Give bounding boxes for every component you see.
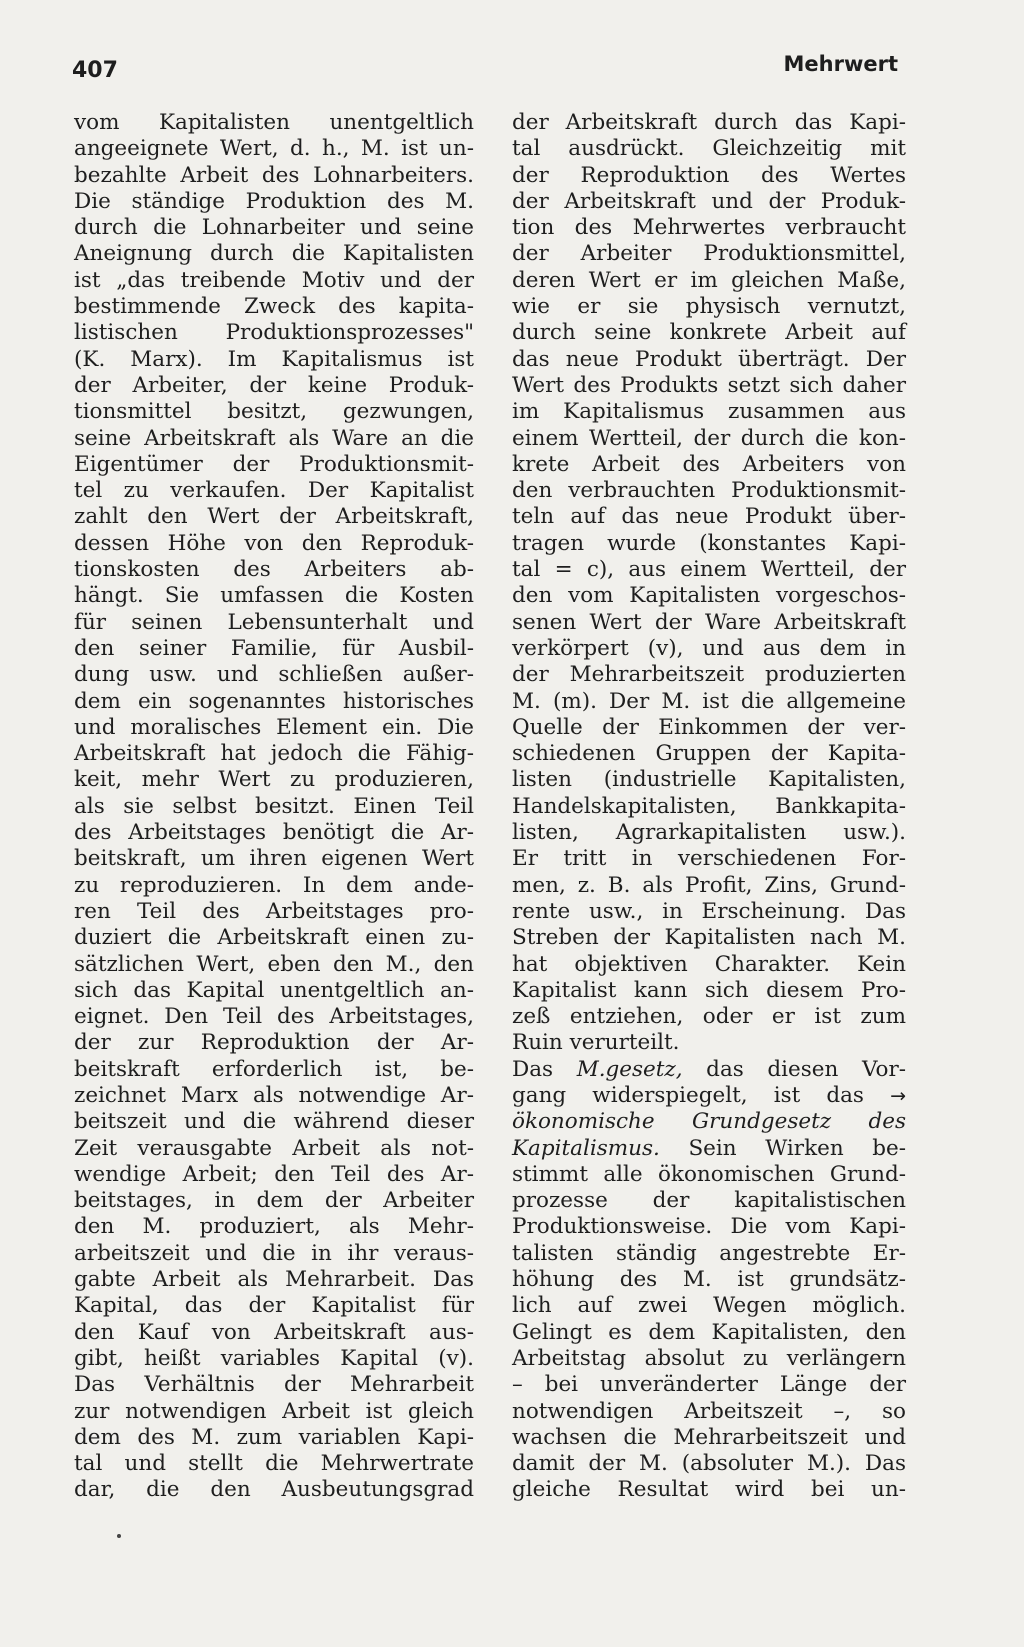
text-line: durch seine konkrete Arbeit auf: [512, 320, 906, 346]
text-line: für seinen Lebensunterhalt und: [74, 609, 474, 635]
text-line: beitszeit und die während dieser: [74, 1109, 474, 1135]
text-line: listen (industrielle Kapitalisten,: [512, 767, 906, 793]
text-line: beitskraft erforderlich ist, be-: [74, 1056, 474, 1082]
text-line: verkörpert (v), und aus dem in: [512, 635, 906, 661]
emphasis-mgesetz: M.gesetz,: [576, 1056, 683, 1082]
text-line: tionskosten des Arbeiters ab-: [74, 557, 474, 583]
text-line: einem Wertteil, der durch die kon-: [512, 425, 906, 451]
text-line: men, z. B. als Profit, Zins, Grund-: [512, 872, 906, 898]
text-line: stimmt alle ökonomischen Grund-: [512, 1161, 906, 1187]
text-line: sätzlichen Wert, eben den M., den: [74, 951, 474, 977]
text-line: bestimmende Zweck des kapita-: [74, 294, 474, 320]
text-line: M. (m). Der M. ist die allgemeine: [512, 688, 906, 714]
text-line: zur notwendigen Arbeit ist gleich: [74, 1398, 474, 1424]
text-line: Zeit verausgabte Arbeit als not-: [74, 1135, 474, 1161]
print-speck: [117, 1534, 121, 1538]
text-line: der zur Reproduktion der Ar-: [74, 1030, 474, 1056]
text-line: zahlt den Wert der Arbeitskraft,: [74, 504, 474, 530]
text-line: zeß entziehen, oder er ist zum: [512, 1004, 906, 1030]
text-line: arbeitszeit und die in ihr veraus-: [74, 1240, 474, 1266]
emphasis-kapitalismus: Kapitalismus.: [512, 1135, 660, 1161]
text-line: zu reproduzieren. In dem ande-: [74, 872, 474, 898]
page-number: 407: [72, 58, 118, 83]
text-line: tion des Mehrwertes verbraucht: [512, 215, 906, 241]
text-line: lich auf zwei Wegen möglich.: [512, 1293, 906, 1319]
text-line: listen, Agrarkapitalisten usw.).: [512, 820, 906, 846]
text-line: Das Verhältnis der Mehrarbeit: [74, 1372, 474, 1398]
text-line: den verbrauchten Produktionsmit-: [512, 478, 906, 504]
emphasis-grundgesetz: ökonomische Grundgesetz des: [512, 1109, 906, 1135]
text-line: [512, 1109, 906, 1135]
text-line: ren Teil des Arbeitstages pro-: [74, 898, 474, 924]
text-line: seine Arbeitskraft als Ware an die: [74, 425, 474, 451]
text-line: durch die Lohnarbeiter und seine: [74, 215, 474, 241]
text-line: vom Kapitalisten unentgeltlich: [74, 110, 474, 135]
text-line: dessen Höhe von den Reproduk-: [74, 530, 474, 556]
text-line: ist „das treibende Motiv und der: [74, 267, 474, 293]
text-line: listischen Produktionsprozesses": [74, 320, 474, 346]
text-line: rente usw., in Erscheinung. Das: [512, 898, 906, 924]
text-line: Produktionsweise. Die vom Kapi-: [512, 1214, 906, 1240]
text-line: des Arbeitstages benötigt die Ar-: [74, 820, 474, 846]
running-head: Mehrwert: [783, 52, 898, 76]
text-line: Wert des Produkts setzt sich daher: [512, 372, 906, 398]
text-line: Das M.gesetz, das diesen Vor-: [512, 1056, 906, 1082]
text-line: dar, die den Ausbeutungsgrad: [74, 1477, 474, 1503]
text-line: Quelle der Einkommen der ver-: [512, 714, 906, 740]
text-line: beitskraft, um ihren eigenen Wert: [74, 846, 474, 872]
text-line: gleiche Resultat wird bei un-: [512, 1477, 906, 1503]
text-line: tionsmittel besitzt, gezwungen,: [74, 399, 474, 425]
text-line: Streben der Kapitalisten nach M.: [512, 925, 906, 951]
text-line: duziert die Arbeitskraft einen zu-: [74, 925, 474, 951]
right-column: [512, 110, 906, 1504]
text-line: teln auf das neue Produkt über-: [512, 504, 906, 530]
text-line: – bei unveränderter Länge der: [512, 1372, 906, 1398]
text-line: dem des M. zum variablen Kapi-: [74, 1424, 474, 1450]
text-line: Er tritt in verschiedenen For-: [512, 846, 906, 872]
text-line: Arbeitstag absolut zu verlängern: [512, 1345, 906, 1371]
text-line: tal ausdrückt. Gleichzeitig mit: [512, 136, 906, 162]
cross-reference-arrow-icon: →: [890, 1084, 906, 1107]
text-line: Kapital, das der Kapitalist für: [74, 1293, 474, 1319]
text-line: tal = c), aus einem Wertteil, der: [512, 557, 906, 583]
text-line: prozesse der kapitalistischen: [512, 1188, 906, 1214]
text-line: gibt, heißt variables Kapital (v).: [74, 1345, 474, 1371]
text-line: sich das Kapital unentgeltlich an-: [74, 977, 474, 1003]
text-line: Arbeitskraft hat jedoch die Fähig-: [74, 741, 474, 767]
text-line: wie er sie physisch vernutzt,: [512, 294, 906, 320]
text-line: deren Wert er im gleichen Maße,: [512, 267, 906, 293]
text-line: beitstages, in dem der Arbeiter: [74, 1188, 474, 1214]
text-line: der Arbeiter Produktionsmittel,: [512, 241, 906, 267]
text-line: im Kapitalismus zusammen aus: [512, 399, 906, 425]
text-line: der Arbeitskraft durch das Kapi-: [512, 110, 906, 135]
text-line: krete Arbeit des Arbeiters von: [512, 451, 906, 477]
text-line: dung usw. und schließen außer-: [74, 662, 474, 688]
text-line: tel zu verkaufen. Der Kapitalist: [74, 478, 474, 504]
text-line: gabte Arbeit als Mehrarbeit. Das: [74, 1267, 474, 1293]
text-line: den M. produziert, als Mehr-: [74, 1214, 474, 1240]
text-line: Kapitalismus. Sein Wirken be-: [512, 1135, 906, 1161]
text-line: gang widerspiegelt, ist das →: [512, 1082, 906, 1108]
text-line: talisten ständig angestrebte Er-: [512, 1240, 906, 1266]
text-line: den Kauf von Arbeitskraft aus-: [74, 1319, 474, 1345]
text-line: Die ständige Produktion des M.: [74, 188, 474, 214]
text-line: und moralisches Element ein. Die: [74, 714, 474, 740]
text-line: eignet. Den Teil des Arbeitstages,: [74, 1004, 474, 1030]
text-line: bezahlte Arbeit des Lohnarbeiters.: [74, 162, 474, 188]
text-line: als sie selbst besitzt. Einen Teil: [74, 793, 474, 819]
text-line: schiedenen Gruppen der Kapita-: [512, 741, 906, 767]
text-line: angeeignete Wert, d. h., M. ist un-: [74, 136, 474, 162]
text-line: tal und stellt die Mehrwertrate: [74, 1451, 474, 1477]
text-line: der Arbeiter, der keine Produk-: [74, 372, 474, 398]
text-line: hängt. Sie umfassen die Kosten: [74, 583, 474, 609]
text-line: den seiner Familie, für Ausbil-: [74, 635, 474, 661]
text-line: tragen wurde (konstantes Kapi-: [512, 530, 906, 556]
text-line: dem ein sogenanntes historisches: [74, 688, 474, 714]
text-line: (K. Marx). Im Kapitalismus ist: [74, 346, 474, 372]
text-line: der Arbeitskraft und der Produk-: [512, 188, 906, 214]
text-line: Kapitalist kann sich diesem Pro-: [512, 977, 906, 1003]
text-line: Eigentümer der Produktionsmit-: [74, 451, 474, 477]
text-line: den vom Kapitalisten vorgeschos-: [512, 583, 906, 609]
text-line: zeichnet Marx als notwendige Ar-: [74, 1082, 474, 1108]
text-line: wachsen die Mehrarbeitszeit und: [512, 1424, 906, 1450]
text-line: der Reproduktion des Wertes: [512, 162, 906, 188]
text-line: höhung des M. ist grundsätz-: [512, 1267, 906, 1293]
text-line: Ruin verurteilt.: [512, 1030, 680, 1056]
text-line: keit, mehr Wert zu produzieren,: [74, 767, 474, 793]
text-line: damit der M. (absoluter M.). Das: [512, 1451, 906, 1477]
text-line: Aneignung durch die Kapitalisten: [74, 241, 474, 267]
text-line: der Mehrarbeitszeit produzierten: [512, 662, 906, 688]
text-line: wendige Arbeit; den Teil des Ar-: [74, 1161, 474, 1187]
text-line: senen Wert der Ware Arbeitskraft: [512, 609, 906, 635]
text-line: Gelingt es dem Kapitalisten, den: [512, 1319, 906, 1345]
text-line: das neue Produkt überträgt. Der: [512, 346, 906, 372]
left-column: [74, 110, 474, 1504]
text-line: hat objektiven Charakter. Kein: [512, 951, 906, 977]
text-line: notwendigen Arbeitszeit –, so: [512, 1398, 906, 1424]
text-line: Handelskapitalisten, Bankkapita-: [512, 793, 906, 819]
